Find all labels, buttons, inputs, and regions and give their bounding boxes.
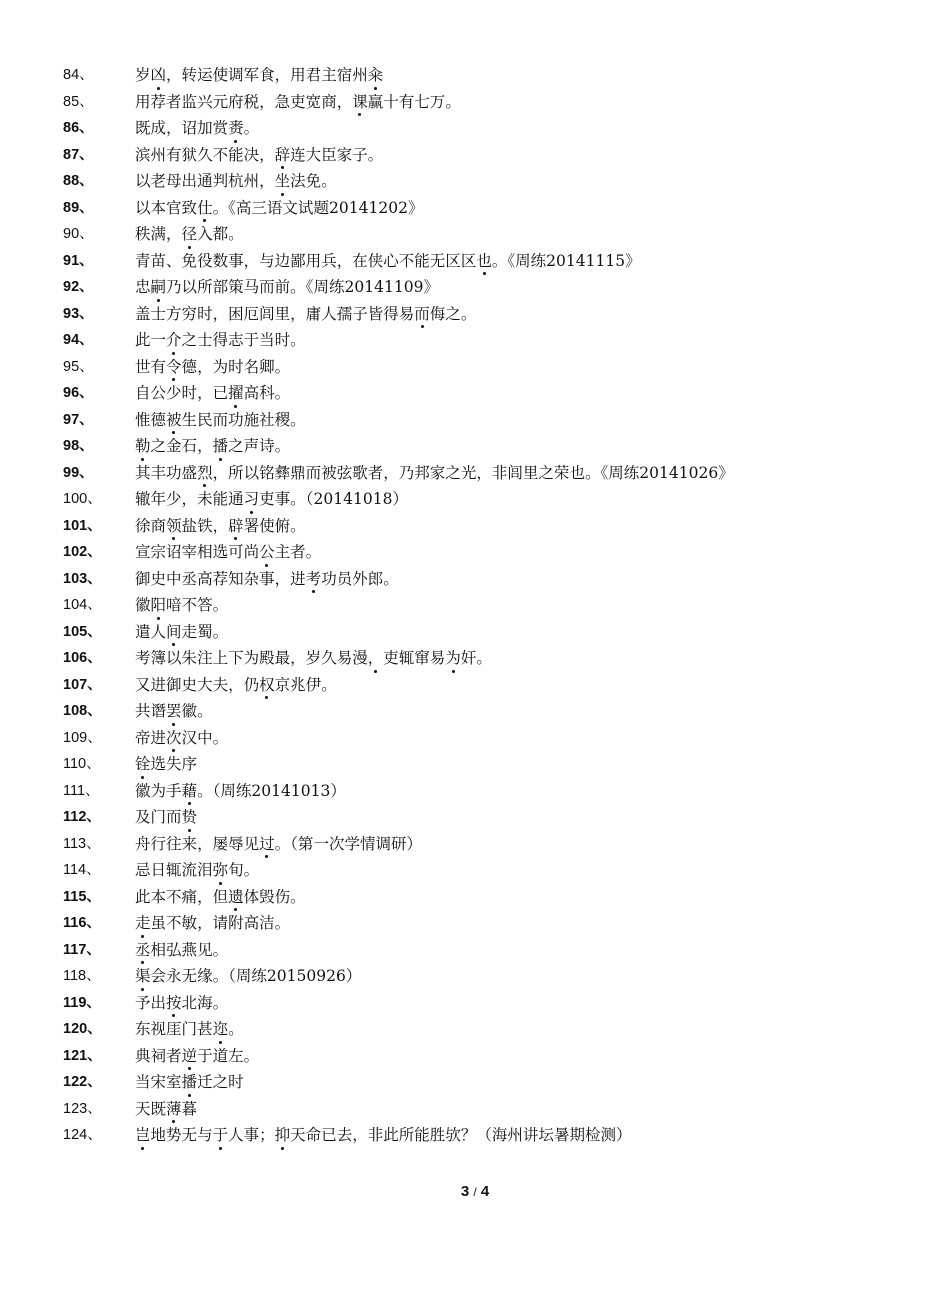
item-sentence: 岁凶，转运使调军食，用君主宿州籴 (135, 62, 383, 89)
item-sentence: 考簿以朱注上下为殿最，岁久易漫，吏辄窜易为奸。 (135, 645, 492, 672)
item-sentence: 东视厓门甚迩。 (135, 1016, 244, 1043)
list-item (63, 698, 923, 725)
list-item (63, 168, 923, 195)
emphasized-char: 弥 (213, 857, 229, 884)
item-number: 91、 (63, 252, 94, 269)
emphasized-char: 而 (414, 301, 430, 328)
list-item (63, 1069, 923, 1096)
list-item (63, 725, 923, 752)
item-sentence: 此本不痛，但遗体毁伤。 (135, 884, 306, 911)
list-item (63, 62, 923, 89)
page-current: 3 (460, 1183, 470, 1200)
emphasized-char: 铨 (135, 751, 151, 778)
item-number: 102、 (63, 544, 102, 560)
item-sentence: 其丰功盛烈，所以铭彝鼎而被弦歌者，乃邦家之光，非闾里之荣也。《周练20141026》 (135, 460, 734, 487)
emphasized-char: 仕 (197, 195, 213, 222)
emphasized-char: 阳 (151, 592, 167, 619)
emphasized-char: 走 (135, 910, 151, 937)
item-number: 115、 (63, 888, 101, 905)
list-item (63, 778, 923, 805)
item-number: 103、 (63, 570, 102, 587)
question-list (63, 62, 923, 1149)
page-separator: / (473, 1185, 477, 1199)
item-number: 119、 (63, 994, 101, 1011)
emphasized-char: 岂 (135, 1122, 151, 1149)
emphasized-char: 过 (259, 831, 275, 858)
list-item (63, 645, 923, 672)
item-number: 113、 (63, 835, 101, 852)
item-number: 90、 (63, 226, 94, 242)
item-number: 105、 (63, 623, 102, 640)
item-number: 123、 (63, 1100, 102, 1117)
emphasized-char: 权 (259, 672, 275, 699)
list-item (63, 221, 923, 248)
emphasized-char: 领 (166, 513, 182, 540)
item-sentence: 此一介之士得志于当时。 (135, 327, 306, 354)
list-item (63, 963, 923, 990)
item-number: 122、 (63, 1074, 102, 1090)
item-sentence: 宣宗诏宰相选可尚公主者。 (135, 539, 321, 566)
item-sentence: 帝进次汉中。 (135, 725, 228, 752)
emphasized-char: 嗣 (151, 274, 167, 301)
list-item (63, 142, 923, 169)
item-sentence: 用荐者监兴元府税，急吏宽商，课赢十有七万。 (135, 89, 461, 116)
list-item (63, 380, 923, 407)
item-sentence: 世有令德，为时名卿。 (135, 354, 290, 381)
list-item (63, 566, 923, 593)
emphasized-char: 迩 (213, 1016, 229, 1043)
emphasized-char: 考 (306, 566, 322, 593)
item-number: 118、 (63, 968, 101, 984)
emphasized-char: 令 (166, 354, 182, 381)
list-item (63, 672, 923, 699)
emphasized-char: 勒 (135, 433, 151, 460)
item-number: 89、 (63, 199, 94, 216)
list-item (63, 937, 923, 964)
item-sentence: 予出按北海。 (135, 990, 228, 1017)
list-item (63, 1016, 923, 1043)
item-number: 94、 (63, 332, 94, 348)
item-number: 116、 (63, 915, 101, 931)
emphasized-char: 课 (352, 89, 368, 116)
emphasized-char: 辟 (228, 513, 244, 540)
item-sentence: 徽为手藉。（周练20141013） (135, 778, 346, 805)
page-number (0, 1183, 950, 1200)
item-sentence: 及门而贽 (135, 804, 197, 831)
item-sentence: 御史中丞高荐知杂事，进考功员外郎。 (135, 566, 399, 593)
item-sentence: 徐商领盐铁，辟署使俯。 (135, 513, 306, 540)
item-sentence: 以本官致仕。《高三语文试题20141202》 (135, 195, 423, 222)
list-item (63, 89, 923, 116)
item-sentence: 走虽不敏，请附高洁。 (135, 910, 290, 937)
emphasized-char: 逆 (182, 1043, 198, 1070)
item-number: 106、 (63, 650, 102, 666)
emphasized-char: 播 (213, 433, 229, 460)
list-item (63, 1122, 923, 1149)
list-item (63, 751, 923, 778)
emphasized-char: 赉 (228, 115, 244, 142)
emphasized-char: 渠 (135, 963, 151, 990)
list-item (63, 857, 923, 884)
emphasized-char: 播 (182, 1069, 198, 1096)
item-number: 111、 (63, 782, 100, 799)
emphasized-char: 遗 (228, 884, 244, 911)
item-sentence: 既成，诏加赏赉。 (135, 115, 259, 142)
emphasized-char: 擢 (228, 380, 244, 407)
item-sentence: 以老母出通判杭州，坐法免。 (135, 168, 337, 195)
item-number: 101、 (63, 517, 102, 534)
item-sentence: 共谮罢徽。 (135, 698, 213, 725)
item-number: 86、 (63, 120, 94, 136)
emphasized-char: 也 (476, 248, 492, 275)
item-sentence: 又进御史大夫，仍权京兆伊。 (135, 672, 337, 699)
list-item (63, 513, 923, 540)
item-sentence: 忠嗣乃以所部策马而前。《周练20141109》 (135, 274, 439, 301)
list-item (63, 407, 923, 434)
item-sentence: 秩满，径入都。 (135, 221, 244, 248)
emphasized-char: 烈 (197, 460, 213, 487)
item-sentence: 盖士方穷时，困厄闾里，庸人孺子皆得易而侮之。 (135, 301, 476, 328)
item-number: 100、 (63, 491, 102, 507)
item-sentence: 忌日辄流泪弥旬。 (135, 857, 259, 884)
list-item (63, 990, 923, 1017)
list-item (63, 433, 923, 460)
emphasized-char: 辞 (275, 142, 291, 169)
emphasized-char: 习 (244, 486, 260, 513)
emphasized-char: 径 (182, 221, 198, 248)
list-item (63, 115, 923, 142)
emphasized-char: 贽 (182, 804, 198, 831)
emphasized-char: 籴 (368, 62, 384, 89)
item-number: 108、 (63, 703, 102, 719)
emphasized-char: 按 (166, 990, 182, 1017)
emphasized-char: 抑 (275, 1122, 291, 1149)
item-number: 95、 (63, 358, 94, 375)
list-item (63, 486, 923, 513)
emphasized-char: 藉 (182, 778, 198, 805)
emphasized-char: 间 (166, 619, 182, 646)
item-number: 84、 (63, 67, 94, 83)
emphasized-char: 坐 (275, 168, 291, 195)
item-number: 124、 (63, 1127, 102, 1143)
item-sentence: 渠会永无缘。（周练20150926） (135, 963, 361, 990)
item-sentence: 惟德被生民而功施社稷。 (135, 407, 306, 434)
list-item (63, 592, 923, 619)
emphasized-char: 次 (166, 725, 182, 752)
list-item (63, 301, 923, 328)
list-item (63, 274, 923, 301)
item-number: 85、 (63, 93, 94, 110)
emphasized-char: 被 (166, 407, 182, 434)
item-sentence: 辙年少，未能通习吏事。（20141018） (135, 486, 408, 513)
list-item (63, 248, 923, 275)
item-sentence: 青苗、免役数事，与边鄙用兵，在侠心不能无区区也。《周练20141115》 (135, 248, 641, 275)
item-number: 92、 (63, 279, 94, 295)
emphasized-char: 于 (213, 1122, 229, 1149)
item-sentence: 舟行往来，屡辱见过。（第一次学情调研） (135, 831, 422, 858)
list-item (63, 804, 923, 831)
item-sentence: 铨选失序 (135, 751, 197, 778)
list-item (63, 195, 923, 222)
item-sentence: 滨州有狱久不能决，辞连大臣家子。 (135, 142, 383, 169)
item-sentence: 勒之金石，播之声诗。 (135, 433, 290, 460)
item-sentence: 当宋室播迁之时 (135, 1069, 244, 1096)
list-item (63, 354, 923, 381)
item-sentence: 徽阳喑不答。 (135, 592, 228, 619)
list-item (63, 1096, 923, 1123)
item-number: 117、 (63, 941, 101, 958)
list-item (63, 327, 923, 354)
item-number: 88、 (63, 173, 94, 189)
item-number: 107、 (63, 676, 102, 693)
item-number: 121、 (63, 1047, 102, 1064)
emphasized-char: 薄 (166, 1096, 182, 1123)
list-item (63, 831, 923, 858)
item-number: 99、 (63, 464, 94, 481)
item-number: 114、 (63, 862, 101, 878)
item-number: 112、 (63, 809, 101, 825)
emphasized-char: 罢 (166, 698, 182, 725)
emphasized-char: 凶 (151, 62, 167, 89)
emphasized-char: 介 (166, 327, 182, 354)
list-item (63, 619, 923, 646)
emphasized-char: 公 (259, 539, 275, 566)
item-sentence: 天既薄暮 (135, 1096, 197, 1123)
page-total: 4 (480, 1183, 490, 1200)
item-sentence: 自公少时，已擢高科。 (135, 380, 290, 407)
item-number: 96、 (63, 385, 94, 401)
item-sentence: 典祠者逆于道左。 (135, 1043, 259, 1070)
item-number: 98、 (63, 438, 94, 454)
emphasized-char: ， (368, 645, 384, 672)
item-number: 93、 (63, 305, 94, 322)
item-number: 120、 (63, 1021, 102, 1037)
item-number: 87、 (63, 146, 94, 163)
item-sentence: 遣人间走蜀。 (135, 619, 228, 646)
list-item (63, 910, 923, 937)
list-item (63, 460, 923, 487)
item-sentence: 丞相弘燕见。 (135, 937, 228, 964)
item-sentence: 岂地势无与于人事；抑天命已去，非此所能胜欤？（海州讲坛暑期检测） (135, 1122, 632, 1149)
emphasized-char: 丞 (135, 937, 151, 964)
emphasized-char: 为 (445, 645, 461, 672)
item-number: 110、 (63, 756, 101, 772)
item-number: 104、 (63, 597, 102, 613)
list-item (63, 884, 923, 911)
item-number: 97、 (63, 411, 94, 428)
list-item (63, 1043, 923, 1070)
item-number: 109、 (63, 729, 102, 746)
list-item (63, 539, 923, 566)
